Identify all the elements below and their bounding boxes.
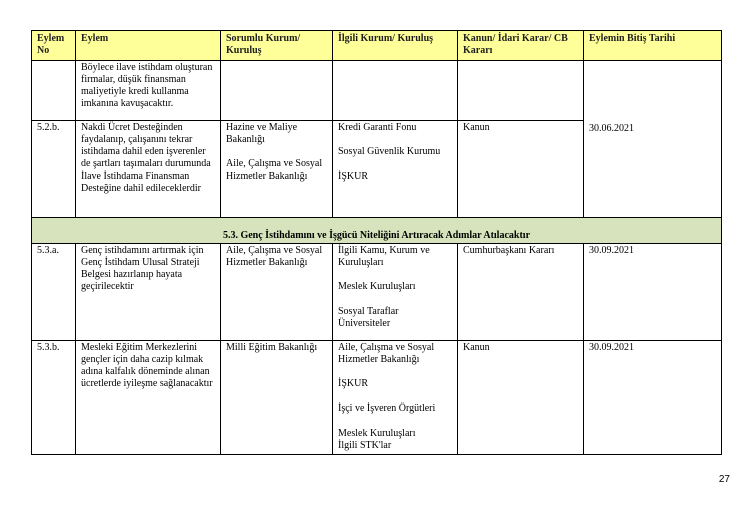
row-5-2-b-related-3: İŞKUR (338, 170, 369, 182)
row-5-3-b-related-1: Aile, Çalışma ve Sosyal Hizmetler Bakanlığı (338, 341, 435, 365)
row-5-3-b-related-3: İşçi ve İşveren Örgütleri (338, 403, 436, 415)
row-5-3-b-responsible: Milli Eğitim Bakanlığı (221, 340, 333, 455)
carryover-no-cell (32, 60, 76, 120)
row-5-2-b-responsible-1: Hazine ve Maliye Bakanlığı (226, 121, 298, 145)
row-5-2-b-related (333, 120, 458, 217)
row-5-2-b-responsible-2: Aile, Çalışma ve Sosyal Hizmetler Bakanlığı (226, 158, 323, 182)
table-row-5-3-a (32, 243, 722, 340)
header-responsible: Sorumlu Kurum/ Kuruluş (221, 31, 333, 61)
header-law: Kanun/ İdari Karar/ CB Kararı (458, 31, 584, 61)
section-title-5-3: 5.3. Genç İstihdamını ve İşgücü Niteliğini Artıracak Adımlar Atılacaktır (32, 217, 722, 243)
section-heading-row (32, 217, 722, 243)
header-end-date: Eylemin Bitiş Tarihi (584, 31, 722, 61)
row-5-3-b-end-date: 30.09.2021 (584, 340, 722, 455)
action-plan-table (31, 30, 722, 455)
row-5-3-b-action: Mesleki Eğitim Merkezlerini gençler için daha cazip kılmak adına kalfalık döneminde alınan ücretlerde iyileşme sağlanacaktır (76, 340, 221, 455)
header-action-no: Eylem No (32, 31, 76, 61)
row-5-3-a-no: 5.3.a. (32, 243, 76, 340)
row-5-3-a-responsible: Aile, Çalışma ve Sosyal Hizmetler Bakanlığı (221, 243, 333, 340)
row-5-3-a-law: Cumhurbaşkanı Kararı (458, 243, 584, 340)
row-5-2-b-action: Nakdi Ücret Desteğinden faydalanıp, çalışanını tekrar istihdama dahil eden işverenler de şartları taşımaları durumunda İlave İstihdama Finansman Desteğine dahil edileceklerdir (76, 120, 221, 217)
table-header-row (32, 31, 722, 61)
carryover-responsible-cell (221, 60, 333, 120)
row-5-3-b-related-5: İlgili STK'lar (338, 439, 392, 451)
row-5-2-b-end-date: 30.06.2021 (584, 60, 722, 217)
row-5-2-b-law: Kanun (458, 120, 584, 217)
row-5-2-b-related-1: Kredi Garanti Fonu (338, 121, 417, 133)
row-5-2-b-no: 5.2.b. (32, 120, 76, 217)
table-row-5-3-b (32, 340, 722, 455)
row-5-3-b-related (333, 340, 458, 455)
row-5-3-a-related-1: İlgili Kamu, Kurum ve Kuruluşları (338, 244, 430, 268)
header-related: İlgili Kurum/ Kuruluş (333, 31, 458, 61)
header-action: Eylem (76, 31, 221, 61)
row-5-3-b-related-2: İŞKUR (338, 378, 369, 390)
row-5-3-b-related-4: Meslek Kuruluşları (338, 427, 416, 439)
row-5-3-a-end-date: 30.09.2021 (584, 243, 722, 340)
row-5-3-a-action: Genç istihdamını artırmak için Genç İstihdam Ulusal Strateji Belgesi hazırlanıp hayata geçirilecektir (76, 243, 221, 340)
row-5-2-b-responsible (221, 120, 333, 217)
carryover-law-cell (458, 60, 584, 120)
row-5-3-b-no: 5.3.b. (32, 340, 76, 455)
row-5-3-b-law: Kanun (458, 340, 584, 455)
page-number: 27 (718, 474, 730, 485)
table-row-carryover (32, 60, 722, 120)
row-5-3-a-related-3: Sosyal Taraflar Üniversiteler (338, 306, 399, 330)
row-5-2-b-related-2: Sosyal Güvenlik Kurumu (338, 146, 441, 158)
row-5-3-a-related-2: Meslek Kuruluşları (338, 281, 416, 293)
carryover-action-cell: Böylece ilave istihdam oluşturan firmalar, düşük finansman maliyetiyle kredi kullanma imkanına kavuşacaktır. (76, 60, 221, 120)
row-5-3-a-related (333, 243, 458, 340)
carryover-related-cell (333, 60, 458, 120)
